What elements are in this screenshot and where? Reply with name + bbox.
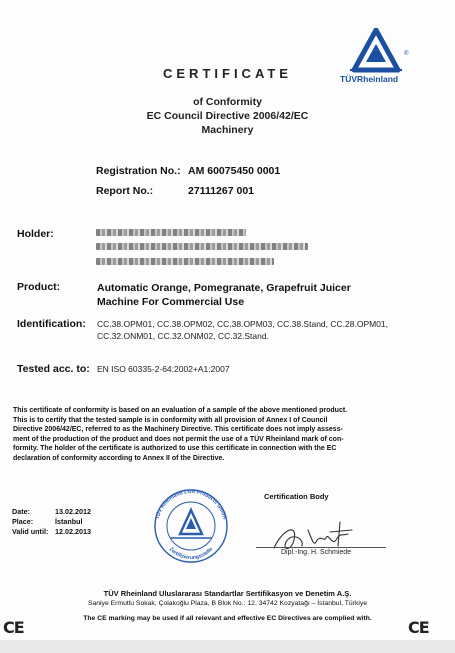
statement-line: ment of the production of the product and does not permit the use of a TÜV Rheinland mark of con- bbox=[13, 435, 344, 443]
logo-text: TÜVRheinland bbox=[340, 74, 399, 84]
certification-body-label: Certification Body bbox=[264, 492, 329, 501]
tuv-seal-stamp bbox=[146, 486, 236, 564]
report-label: Report No.: bbox=[96, 185, 154, 197]
seal-bottom-text: Zertifizierungsstelle bbox=[167, 546, 215, 562]
certificate-subtitle bbox=[0, 95, 455, 137]
scan-edge bbox=[0, 640, 455, 653]
report-value: 27111267 001 bbox=[188, 185, 254, 197]
product-line: Automatic Orange, Pomegranate, Grapefruit Juicer bbox=[97, 282, 351, 294]
svg-text:TÜV Rheinland LGA Products Gmb bbox=[155, 489, 228, 520]
statement-line: This is to certify that the tested sample is in conformity with all provision of Annex I of Council bbox=[13, 416, 328, 424]
tested-label: Tested acc. to: bbox=[17, 363, 90, 375]
identification-models bbox=[97, 318, 437, 342]
holder-label: Holder: bbox=[17, 228, 54, 240]
registration-value: AM 60075450 0001 bbox=[188, 165, 281, 177]
statement-line: This certificate of conformity is based on an evaluation of a sample of the above mentioned product. bbox=[13, 407, 348, 414]
ce-mark-icon: CE bbox=[408, 618, 429, 637]
signature-line bbox=[256, 547, 386, 548]
identification-line: CC.32.ONM01, CC.32.ONM02, CC.32.Stand. bbox=[97, 331, 269, 341]
valid-label: Valid until: bbox=[12, 527, 49, 536]
subtitle-line: of Conformity bbox=[193, 96, 262, 108]
place-value: İstanbul bbox=[55, 517, 83, 526]
redacted-line bbox=[96, 258, 274, 265]
ce-marking-note: The CE marking may be used if all relevant and effective EC Directives are complied with. bbox=[83, 615, 372, 622]
product-description bbox=[97, 281, 427, 309]
registration-label: Registration No.: bbox=[96, 165, 181, 177]
certificate-title: CERTIFICATE bbox=[163, 66, 292, 81]
signatory-name: Dipl.-Ing. H. Schmiede bbox=[281, 549, 352, 556]
valid-value: 12.02.2013 bbox=[55, 527, 91, 536]
redacted-line bbox=[96, 243, 308, 250]
seal-top-text: TÜV Rheinland LGA Products GmbH bbox=[154, 488, 228, 520]
tested-standard: EN ISO 60335-2-64:2002+A1:2007 bbox=[97, 364, 230, 374]
statement-line: Directive 2006/42/EC, referred to as the Machinery Directive. This certificate does not imply assess- bbox=[13, 426, 343, 434]
footer-address: Saniye Ermutlu Sokak, Çolakoğlu Plaza, B Blok No.: 12, 34742 Kozyatağı – İstanbul, Türkiye bbox=[87, 600, 368, 607]
subtitle-line: Machinery bbox=[201, 124, 254, 136]
product-label: Product: bbox=[17, 281, 61, 293]
ce-mark-icon: CE bbox=[3, 618, 24, 637]
subtitle-line: EC Council Directive 2006/42/EC bbox=[146, 110, 309, 122]
identification-label: Identification: bbox=[17, 318, 86, 330]
holder-redacted-block bbox=[96, 227, 326, 271]
statement-line: declaration of conformity according to Annex II of the Directive. bbox=[13, 454, 225, 462]
place-label: Place: bbox=[12, 517, 34, 526]
date-label: Date: bbox=[12, 507, 30, 516]
footer-organization: TÜV Rheinland Uluslararası Standartlar Sertifikasyon ve Denetim A.Ş. bbox=[103, 589, 352, 598]
registered-mark: ® bbox=[404, 51, 409, 57]
product-line: Machine For Commercial Use bbox=[97, 296, 245, 308]
redacted-line bbox=[96, 229, 246, 236]
date-value: 13.02.2012 bbox=[55, 507, 91, 516]
conformity-statement bbox=[13, 406, 381, 464]
statement-line: formity. The holder of the certificate is authorized to use this certificate in connection with the EC bbox=[13, 445, 337, 453]
identification-line: CC.38.OPM01, CC.38.OPM02, CC.38.OPM03, CC.38.Stand, CC.28.OPM01, bbox=[97, 319, 389, 329]
